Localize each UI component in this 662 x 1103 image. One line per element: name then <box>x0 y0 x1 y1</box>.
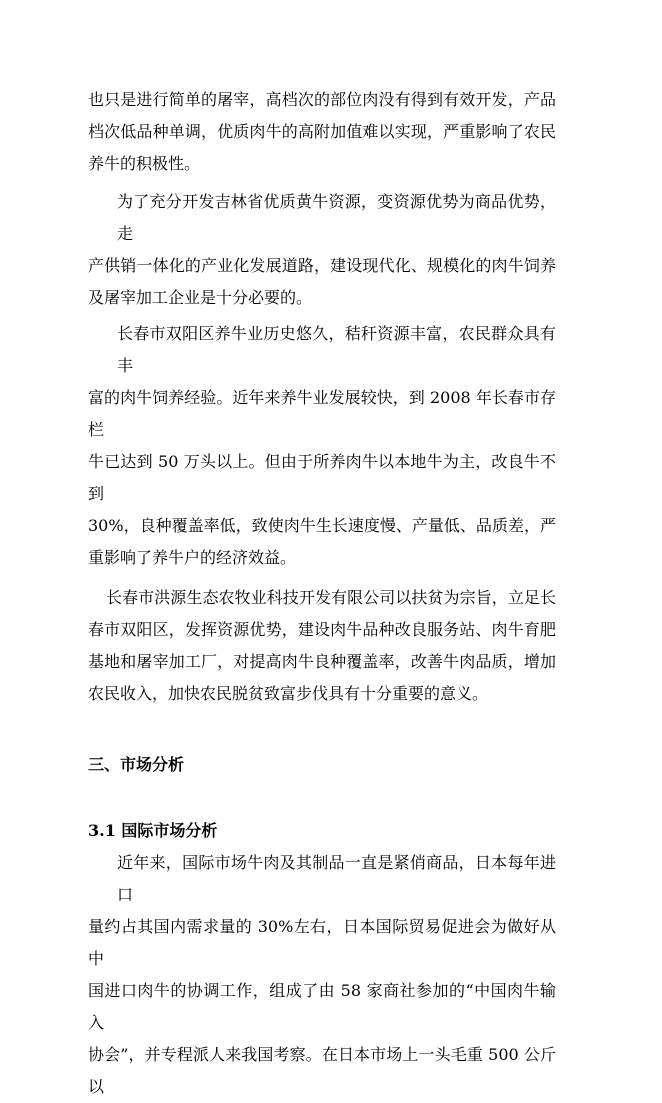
paragraph-line: 档次低品种单调，优质肉牛的高附加值难以实现，严重影响了农民 <box>88 122 556 141</box>
paragraph-line: 产供销一体化的产业化发展道路，建设现代化、规模化的肉牛饲养 <box>88 256 556 275</box>
paragraph-line: 30%，良种覆盖率低，致使肉牛生长速度慢、产量低、品质差，严 <box>88 516 556 535</box>
paragraph-line: 富的肉牛饲养经验。近年来养牛业发展较快，到 2008 年长春市存栏 <box>88 388 556 439</box>
paragraph-line: 量约占其国内需求量的 30%左右，日本国际贸易促进会为做好从中 <box>88 917 556 968</box>
paragraph-line: 春市双阳区，发挥资源优势，建设肉牛品种改良服务站、肉牛育肥 <box>88 620 556 639</box>
paragraph-line: 及屠宰加工企业是十分必要的。 <box>88 288 313 307</box>
paragraph-company-mission <box>88 582 556 710</box>
document-page <box>88 84 556 1103</box>
paragraph-intro-continuation <box>88 84 556 180</box>
paragraph-line: 基地和屠宰加工厂，对提高肉牛良种覆盖率，改善牛肉品质，增加 <box>88 652 556 671</box>
paragraph-line: 牛已达到 50 万头以上。但由于所养肉牛以本地牛为主，改良牛不到 <box>88 452 556 503</box>
paragraph-line: 也只是进行简单的屠宰，高档次的部位肉没有得到有效开发，产品 <box>88 90 556 109</box>
paragraph-jilin-cattle <box>88 186 556 314</box>
paragraph-international-market <box>88 847 556 1103</box>
section-heading: 三、市场分析 <box>88 755 185 774</box>
paragraph-line: 养牛的积极性。 <box>88 154 201 173</box>
paragraph-line: 协会”，并专程派人来我国考察。在日本市场上一头毛重 500 公斤以 <box>88 1045 556 1096</box>
paragraph-line: 农民收入，加快农民脱贫致富步伐具有十分重要的意义。 <box>88 684 489 703</box>
paragraph-shuangyang-history <box>88 318 556 574</box>
paragraph-line: 重影响了养牛户的经济效益。 <box>88 548 297 567</box>
subsection-heading: 3.1 国际市场分析 <box>88 821 218 840</box>
paragraph-line: 为了充分开发吉林省优质黄牛资源，变资源优势为商品优势，走 <box>117 192 556 243</box>
paragraph-line: 长春市洪源生态农牧业科技开发有限公司以扶贫为宗旨，立足长 <box>106 588 556 607</box>
paragraph-line: 长春市双阳区养牛业历史悠久，秸秆资源丰富，农民群众具有丰 <box>117 324 556 375</box>
paragraph-line: 国进口肉牛的协调工作，组成了由 58 家商社参加的“中国肉牛输入 <box>88 981 556 1032</box>
paragraph-line: 近年来，国际市场牛肉及其制品一直是紧俏商品，日本每年进口 <box>117 853 556 904</box>
